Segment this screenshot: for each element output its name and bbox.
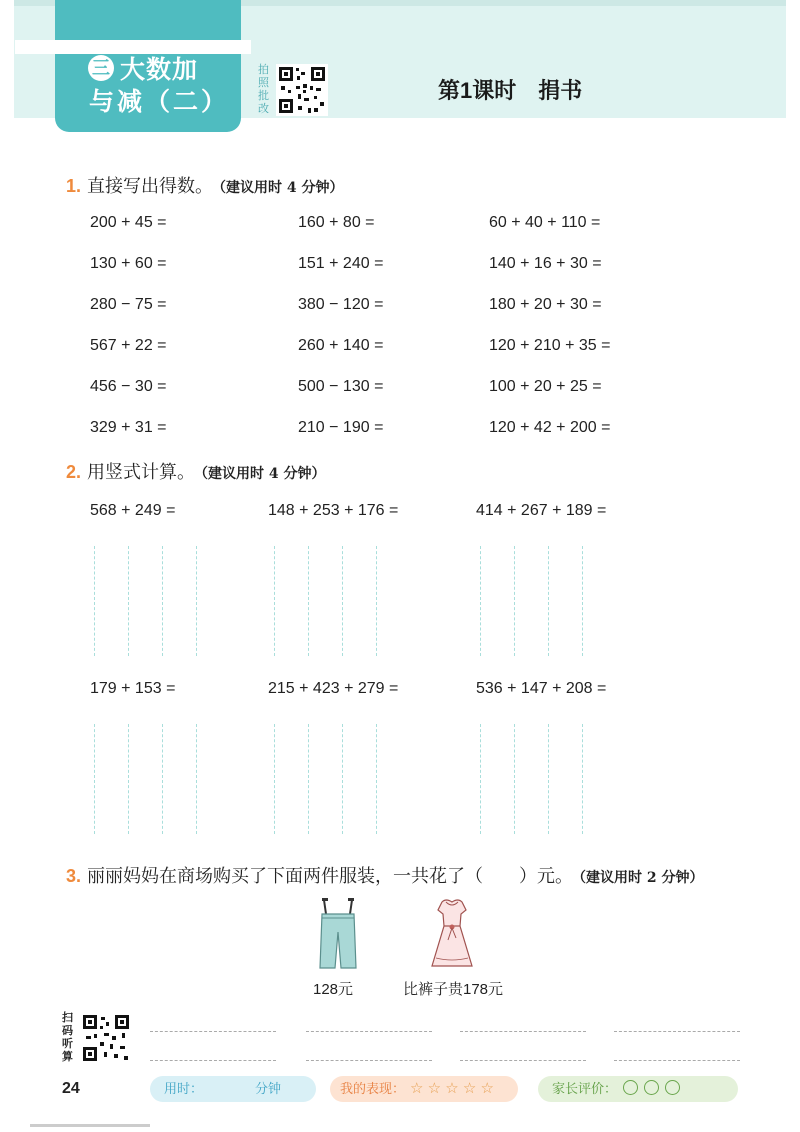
q1-expression: 151 + 240 = — [298, 255, 384, 272]
note-line[interactable] — [614, 1060, 740, 1061]
q1-expression: 329 + 31 = — [90, 419, 167, 436]
time-unit: 分钟 — [255, 1081, 282, 1096]
note-line[interactable] — [306, 1031, 432, 1032]
unit-title-line2: 与减（二） — [89, 88, 230, 116]
page-edge — [30, 1124, 150, 1127]
qr-code-icon[interactable] — [80, 1012, 132, 1064]
q1-expression: 210 − 190 = — [298, 419, 384, 436]
unit-tab — [55, 0, 241, 132]
unit-number-badge: 三 — [88, 55, 114, 81]
performance-rating[interactable] — [330, 1076, 518, 1102]
question-3-number: 3. — [66, 866, 82, 886]
question-1-text: 直接写出得数。 — [87, 176, 214, 196]
note-line[interactable] — [306, 1060, 432, 1061]
note-line[interactable] — [460, 1060, 586, 1061]
time-label: 用时： — [164, 1081, 204, 1096]
vertical-calc-grid[interactable] — [274, 546, 404, 656]
q2-expression: 148 + 253 + 176 = — [268, 502, 399, 519]
q2-expression: 179 + 153 = — [90, 680, 176, 697]
q1-expression: 200 + 45 = — [90, 214, 167, 231]
question-1-hint: （建议用时 4 分钟） — [219, 180, 344, 196]
q2-expression: 215 + 423 + 279 = — [268, 680, 399, 697]
sad-face-icon[interactable] — [665, 1080, 680, 1095]
note-line[interactable] — [460, 1031, 586, 1032]
q1-expression: 130 + 60 = — [90, 255, 167, 272]
question-2-number: 2. — [66, 462, 82, 482]
q2-expression: 568 + 249 = — [90, 502, 176, 519]
parent-evaluation[interactable] — [538, 1076, 738, 1102]
unit-title-line1: 大数加 — [120, 56, 199, 84]
q1-expression: 60 + 40 + 110 = — [489, 214, 601, 231]
scan-grade-label: 拍照批改 — [258, 64, 269, 115]
q1-expression: 380 − 120 = — [298, 296, 384, 313]
question-2-hint: （建议用时 4 分钟） — [201, 466, 326, 482]
scan-listen-label: 扫码听算 — [62, 1012, 73, 1063]
q1-expression: 180 + 20 + 30 = — [489, 296, 602, 313]
note-line[interactable] — [614, 1031, 740, 1032]
page-number: 24 — [62, 1080, 80, 1097]
note-line[interactable] — [150, 1060, 276, 1061]
neutral-face-icon[interactable] — [644, 1080, 659, 1095]
question-3-title — [66, 862, 704, 888]
q1-expression: 260 + 140 = — [298, 337, 384, 354]
q1-expression: 120 + 210 + 35 = — [489, 337, 611, 354]
question-2-title — [66, 458, 326, 484]
vertical-calc-grid[interactable] — [480, 546, 610, 656]
q1-expression: 456 − 30 = — [90, 378, 167, 395]
q1-expression: 140 + 16 + 30 = — [489, 255, 602, 272]
smiley-face-icon[interactable] — [623, 1080, 638, 1095]
q2-expression: 414 + 267 + 189 = — [476, 502, 607, 519]
vertical-calc-grid[interactable] — [274, 724, 404, 834]
note-line[interactable] — [150, 1031, 276, 1032]
star-rating-icons[interactable]: ☆ ☆ ☆ ☆ ☆ — [410, 1080, 494, 1097]
question-2-text: 用竖式计算。 — [87, 462, 196, 482]
q1-expression: 120 + 42 + 200 = — [489, 419, 611, 436]
pants-icon — [316, 898, 360, 977]
lesson-topic: 捐书 — [538, 78, 583, 103]
question-1-title — [66, 172, 344, 198]
q1-expression: 100 + 20 + 25 = — [489, 378, 602, 395]
dress-price: 比裤子贵178元 — [403, 981, 504, 998]
time-spent-field[interactable] — [150, 1076, 316, 1102]
parent-label: 家长评价： — [552, 1081, 618, 1096]
question-3-text: 丽丽妈妈在商场购买了下面两件服装，一共花了（ ）元。 — [87, 866, 574, 886]
lesson-number: 第1课时 — [438, 78, 517, 103]
lesson-title — [438, 74, 582, 105]
qr-code-icon[interactable] — [276, 64, 328, 116]
performance-label: 我的表现： — [340, 1081, 406, 1096]
q1-expression: 280 − 75 = — [90, 296, 167, 313]
vertical-calc-grid[interactable] — [94, 724, 224, 834]
q1-expression: 567 + 22 = — [90, 337, 167, 354]
q1-expression: 160 + 80 = — [298, 214, 375, 231]
dress-icon — [428, 896, 476, 975]
q1-expression: 500 − 130 = — [298, 378, 384, 395]
vertical-calc-grid[interactable] — [94, 546, 224, 656]
vertical-calc-grid[interactable] — [480, 724, 610, 834]
question-3-hint: （建议用时 2 分钟） — [579, 870, 704, 886]
question-1-number: 1. — [66, 176, 82, 196]
q2-expression: 536 + 147 + 208 = — [476, 680, 607, 697]
pants-price: 128元 — [313, 981, 354, 998]
